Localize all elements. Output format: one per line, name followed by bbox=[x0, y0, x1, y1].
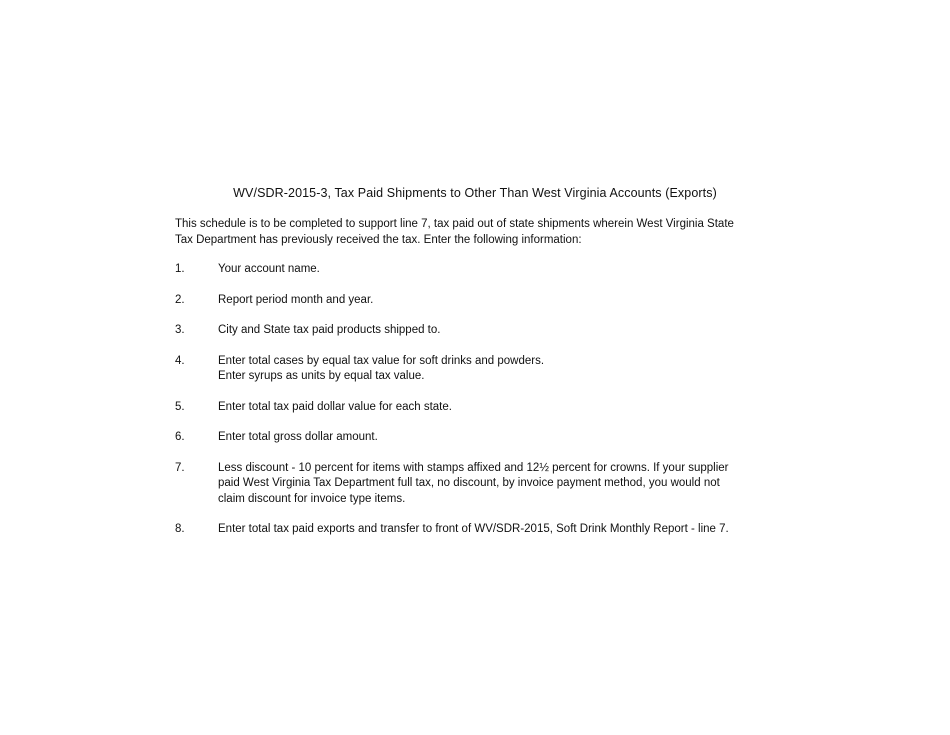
instruction-list bbox=[175, 262, 795, 553]
instruction-item-2 bbox=[175, 293, 795, 309]
instruction-number: 7. bbox=[175, 461, 185, 474]
instruction-item-1 bbox=[175, 262, 795, 278]
instruction-line: Enter total cases by equal tax value for soft drinks and powders. bbox=[218, 354, 545, 367]
instruction-number: 3. bbox=[175, 324, 185, 336]
instruction-line: Enter total gross dollar amount. bbox=[218, 431, 378, 443]
instruction-item-6 bbox=[175, 430, 795, 446]
instruction-text bbox=[218, 400, 795, 416]
instruction-number: 2. bbox=[175, 293, 185, 306]
instruction-line: Enter total tax paid dollar value for each state. bbox=[218, 400, 452, 413]
instruction-number: 6. bbox=[175, 431, 185, 443]
instruction-number: 1. bbox=[175, 263, 185, 275]
instruction-text bbox=[218, 461, 795, 508]
instruction-number: 8. bbox=[175, 523, 185, 535]
instruction-text bbox=[218, 354, 795, 385]
instruction-line: claim discount for invoice type items. bbox=[218, 492, 406, 505]
instruction-line: paid West Virginia Tax Department full tax, no discount, by invoice payment method, you would not bbox=[218, 477, 720, 489]
intro-paragraph bbox=[175, 217, 775, 248]
instruction-item-7 bbox=[175, 461, 795, 508]
instruction-line: Enter syrups as units by equal tax value. bbox=[218, 370, 425, 382]
instruction-line: Report period month and year. bbox=[218, 293, 374, 306]
instruction-number: 4. bbox=[175, 354, 185, 367]
instruction-item-4 bbox=[175, 354, 795, 385]
instruction-text bbox=[218, 522, 795, 538]
instruction-line: Enter total tax paid exports and transfer to front of WV/SDR-2015, Soft Drink Monthly Report - line 7. bbox=[218, 523, 729, 535]
instruction-text bbox=[218, 262, 795, 278]
instruction-line: Less discount - 10 percent for items with stamps affixed and 12½ percent for crowns. If your supplier bbox=[218, 461, 729, 474]
instruction-text bbox=[218, 430, 795, 446]
instruction-item-3 bbox=[175, 323, 795, 339]
intro-line-2: Tax Department has previously received the tax. Enter the following information: bbox=[175, 233, 582, 246]
instruction-text bbox=[218, 293, 795, 309]
document-title: WV/SDR-2015-3, Tax Paid Shipments to Other Than West Virginia Accounts (Exports) bbox=[233, 186, 717, 200]
instruction-line: Your account name. bbox=[218, 263, 320, 275]
instruction-item-5 bbox=[175, 400, 795, 416]
instruction-item-8 bbox=[175, 522, 795, 538]
intro-line-1: This schedule is to be completed to support line 7, tax paid out of state shipments wherein West Virginia State bbox=[175, 218, 734, 230]
instruction-text bbox=[218, 323, 795, 339]
instruction-number: 5. bbox=[175, 400, 185, 413]
instruction-line: City and State tax paid products shipped to. bbox=[218, 324, 441, 336]
